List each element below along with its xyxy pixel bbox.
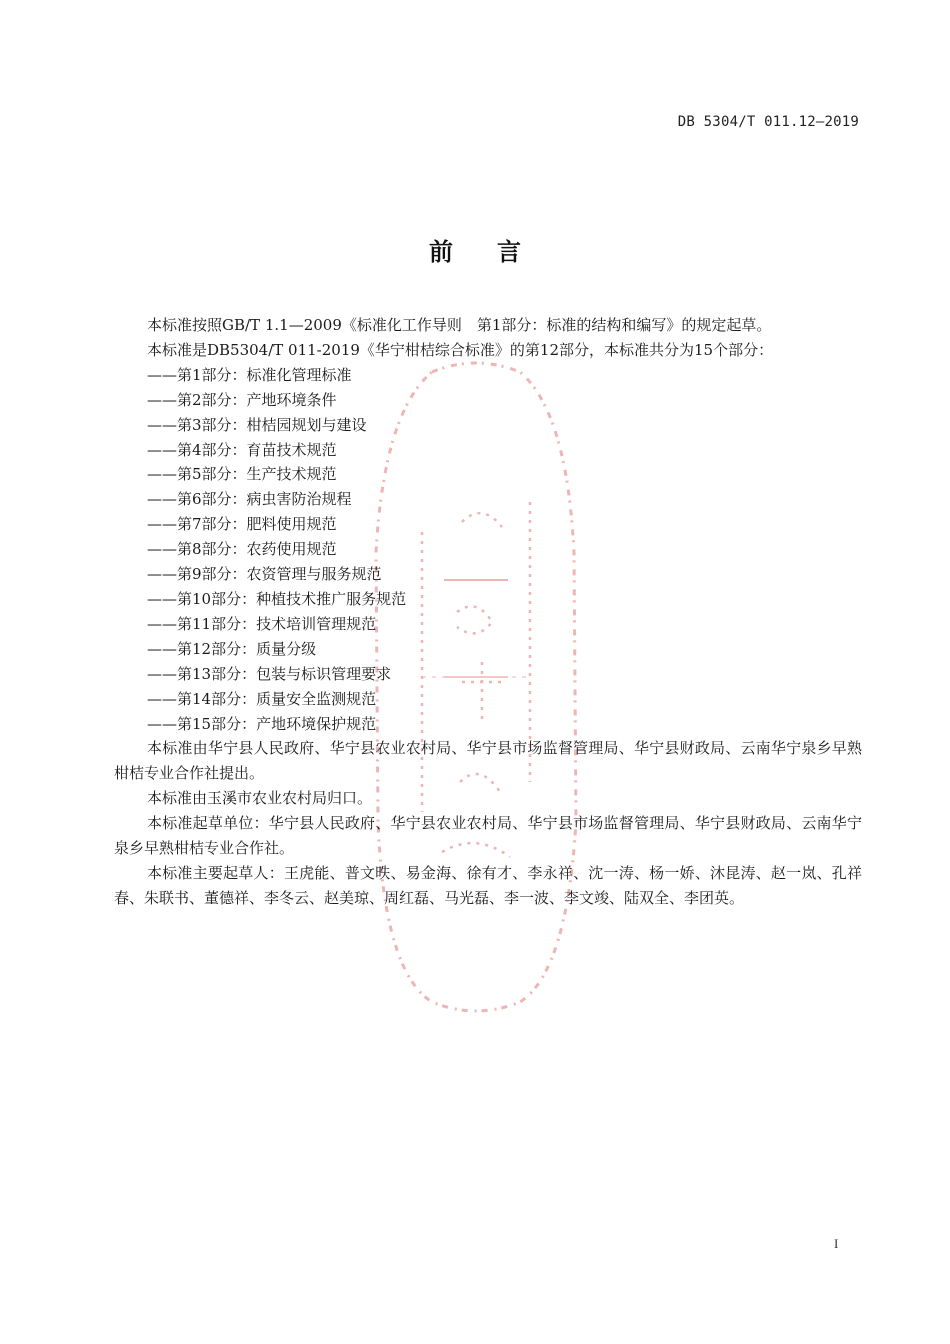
list-item: ——第13部分：包装与标识管理要求	[147, 664, 392, 683]
list-item: ——第9部分：农资管理与服务规范	[147, 565, 382, 584]
centralized-by-paragraph: 本标准由玉溪市农业农村局归口。	[147, 789, 373, 808]
document-number: DB 5304/T 011.12—2019	[677, 114, 859, 130]
list-item: ——第4部分：育苗技术规范	[147, 440, 337, 459]
drafters-paragraph: 本标准主要起草人：王虎能、普文昳、易金海、徐有才、李永祥、沈一涛、杨一娇、沐昆涛、赵一岚、孔祥春、朱联书、董德祥、李冬云、赵美琼、周红磊、马光磊、李一波、李文竣、陆双全、李团英。	[114, 863, 862, 907]
list-item: ——第15部分：产地环境保护规范	[147, 714, 377, 733]
list-item: ——第7部分：肥料使用规范	[147, 515, 337, 534]
list-item: ——第1部分：标准化管理标准	[147, 365, 352, 384]
page-title: 前言	[429, 238, 565, 266]
list-item: ——第10部分：种植技术推广服务规范	[147, 589, 407, 608]
list-item: ——第3部分：柑桔园规划与建设	[147, 415, 367, 434]
proposed-by-paragraph: 本标准由华宁县人民政府、华宁县农业农村局、华宁县市场监督管理局、华宁县财政局、云南华宁泉乡早熟柑桔专业合作社提出。	[114, 739, 862, 783]
parts-list	[114, 363, 862, 737]
list-item: ——第11部分：技术培训管理规范	[147, 614, 377, 633]
list-item: ——第6部分：病虫害防治规程	[147, 490, 352, 509]
preface-body	[114, 313, 862, 911]
intro-paragraph-2: 本标准是DB5304/T 011-2019《华宁柑桔综合标准》的第12部分，本标准共分为15个部分：	[147, 340, 774, 359]
drafting-units-paragraph: 本标准起草单位：华宁县人民政府、华宁县农业农村局、华宁县市场监督管理局、华宁县财政局、云南华宁泉乡早熟柑桔专业合作社。	[114, 814, 862, 858]
list-item: ——第5部分：生产技术规范	[147, 465, 337, 484]
list-item: ——第14部分：质量安全监测规范	[147, 689, 377, 708]
intro-paragraph-1: 本标准按照GB/T 1.1—2009《标准化工作导则 第1部分：标准的结构和编写》的规定起草。	[147, 316, 772, 334]
list-item: ——第2部分：产地环境条件	[147, 390, 337, 409]
list-item: ——第12部分：质量分级	[147, 639, 317, 658]
list-item: ——第8部分：农药使用规范	[147, 540, 337, 559]
page-number: I	[834, 1236, 839, 1251]
